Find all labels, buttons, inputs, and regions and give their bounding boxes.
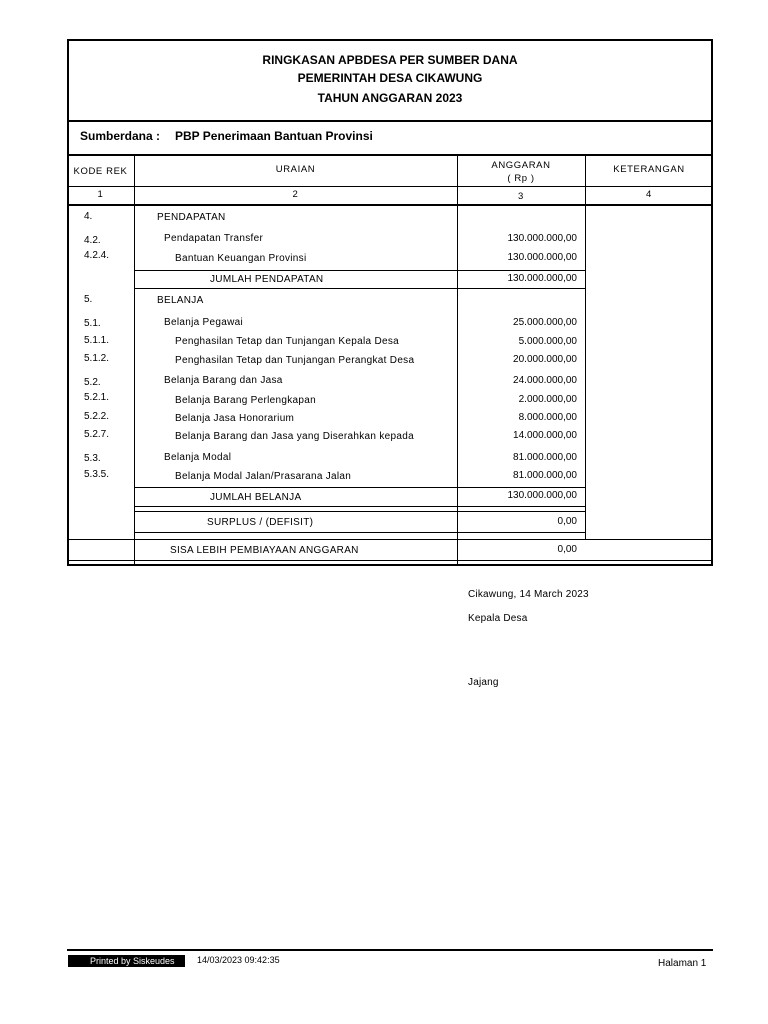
row-uraian: Pendapatan Transfer <box>164 233 264 244</box>
signature-name: Jajang <box>468 677 499 688</box>
row-anggaran: 8.000.000,00 <box>518 412 577 423</box>
divider <box>67 204 713 206</box>
col-header-keterangan: KETERANGAN <box>613 164 685 175</box>
footer-rule <box>67 949 713 951</box>
row-rule <box>67 539 713 540</box>
col-header-anggaran: ANGGARAN <box>491 160 551 171</box>
row-kode: 4.2.4. <box>84 250 110 261</box>
row-kode: 5.3.5. <box>84 469 110 480</box>
row-kode: 5.1.1. <box>84 335 110 346</box>
row-kode: 5.3. <box>84 453 101 464</box>
report-subtitle-year: TAHUN ANGGARAN 2023 <box>317 91 463 105</box>
row-rule <box>457 270 585 271</box>
row-rule <box>134 506 585 507</box>
row-uraian-total: JUMLAH BELANJA <box>210 492 302 503</box>
sumberdana-value: PBP Penerimaan Bantuan Provinsi <box>175 129 373 143</box>
divider <box>67 186 713 187</box>
row-anggaran: 130.000.000,00 <box>507 233 577 244</box>
row-uraian: Penghasilan Tetap dan Tunjangan Kepala Desa <box>175 336 399 347</box>
report-title: RINGKASAN APBDESA PER SUMBER DANA <box>262 53 518 67</box>
signature-position: Kepala Desa <box>468 613 528 624</box>
divider <box>67 154 713 156</box>
row-kode: 5.2.7. <box>84 429 110 440</box>
row-uraian: Belanja Jasa Honorarium <box>175 413 295 424</box>
row-uraian: Belanja Pegawai <box>164 317 243 328</box>
row-rule <box>134 270 457 271</box>
col-divider <box>585 155 586 540</box>
row-anggaran: 5.000.000,00 <box>518 336 577 347</box>
printed-by-badge: Printed by Siskeudes <box>68 955 185 967</box>
col-number-1: 1 <box>97 189 104 200</box>
row-anggaran-silpa: 0,00 <box>557 544 577 555</box>
row-kode: 4. <box>84 211 93 222</box>
row-uraian: Penghasilan Tetap dan Tunjangan Perangkat Desa <box>175 355 415 366</box>
row-kode: 5.2.1. <box>84 392 110 403</box>
row-rule <box>457 288 585 289</box>
col-number-3: 3 <box>518 191 524 202</box>
row-uraian-surplus: SURPLUS / (DEFISIT) <box>207 517 314 528</box>
row-uraian: Belanja Modal <box>164 452 232 463</box>
row-uraian: Belanja Barang Perlengkapan <box>175 395 316 406</box>
row-uraian-silpa: SISA LEBIH PEMBIAYAAN ANGGARAN <box>170 545 359 556</box>
col-number-4: 4 <box>646 189 652 200</box>
col-header-anggaran-unit: ( Rp ) <box>507 173 535 184</box>
row-rule <box>134 532 585 533</box>
row-uraian-total: JUMLAH PENDAPATAN <box>210 274 324 285</box>
row-anggaran-total: 130.000.000,00 <box>507 273 577 284</box>
row-kode: 5. <box>84 294 93 305</box>
row-uraian: Bantuan Keuangan Provinsi <box>175 253 307 264</box>
signature-place-date: Cikawung, 14 March 2023 <box>468 589 589 600</box>
row-anggaran: 81.000.000,00 <box>513 470 577 481</box>
col-number-2: 2 <box>292 189 299 200</box>
row-anggaran: 130.000.000,00 <box>507 252 577 263</box>
row-kode: 5.1.2. <box>84 353 110 364</box>
row-anggaran: 2.000.000,00 <box>518 394 577 405</box>
row-uraian: PENDAPATAN <box>157 212 226 223</box>
row-uraian: Belanja Barang dan Jasa <box>164 375 283 386</box>
row-kode: 5.2. <box>84 377 101 388</box>
row-uraian: Belanja Barang dan Jasa yang Diserahkan kepada <box>175 431 414 442</box>
row-uraian: Belanja Modal Jalan/Prasarana Jalan <box>175 471 352 482</box>
report-subtitle-org: PEMERINTAH DESA CIKAWUNG <box>297 71 483 85</box>
col-header-uraian: URAIAN <box>275 164 316 175</box>
row-anggaran: 25.000.000,00 <box>513 317 577 328</box>
row-rule <box>134 487 585 488</box>
row-kode: 5.1. <box>84 318 101 329</box>
sumberdana-label: Sumberdana : <box>80 129 161 143</box>
col-divider <box>134 155 135 566</box>
page-number: Halaman 1 <box>658 958 707 969</box>
print-timestamp: 14/03/2023 09:42:35 <box>197 955 280 965</box>
row-anggaran: 24.000.000,00 <box>513 375 577 386</box>
row-anggaran: 81.000.000,00 <box>513 452 577 463</box>
row-rule <box>134 511 585 512</box>
row-uraian: BELANJA <box>157 295 204 306</box>
row-rule <box>67 560 713 561</box>
row-rule <box>134 288 457 289</box>
row-anggaran-total: 130.000.000,00 <box>507 490 577 501</box>
row-anggaran-surplus: 0,00 <box>557 516 577 527</box>
row-kode: 5.2.2. <box>84 411 110 422</box>
row-anggaran: 20.000.000,00 <box>513 354 577 365</box>
divider <box>67 120 713 122</box>
row-anggaran: 14.000.000,00 <box>513 430 577 441</box>
col-header-kode: KODE REK <box>73 166 128 177</box>
row-kode: 4.2. <box>84 235 101 246</box>
